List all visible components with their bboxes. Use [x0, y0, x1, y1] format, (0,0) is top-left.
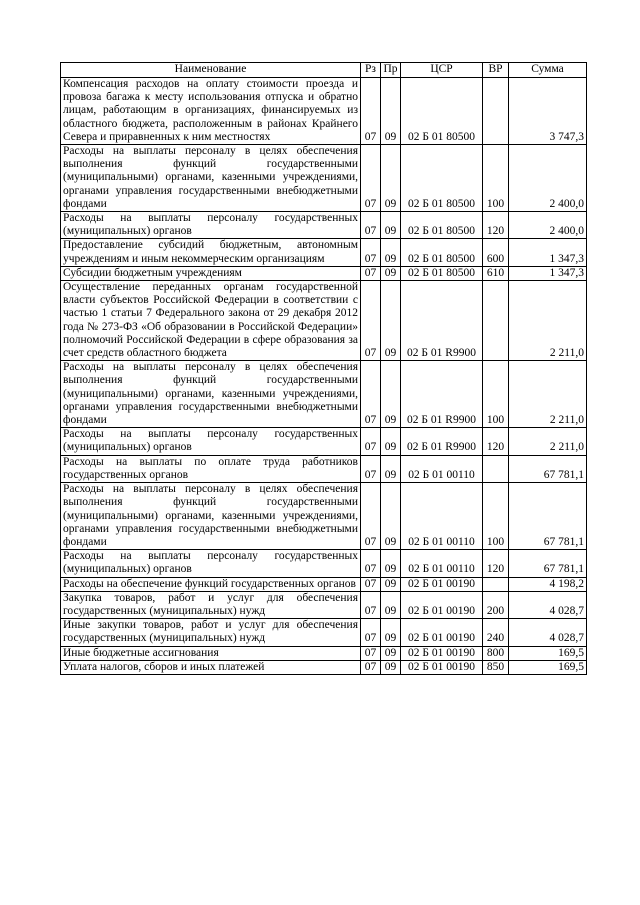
- row-rz: 07: [361, 281, 381, 361]
- row-sum: 4 028,7: [509, 591, 587, 618]
- table-row: [61, 619, 587, 646]
- table-row: [61, 455, 587, 482]
- row-sum: 169,5: [509, 660, 587, 674]
- row-rz: 07: [361, 646, 381, 660]
- table-row: [61, 428, 587, 455]
- row-csr: 02 Б 01 00110: [401, 455, 483, 482]
- row-csr: 02 Б 01 80500: [401, 266, 483, 280]
- row-vr: 100: [483, 145, 509, 212]
- table-row: [61, 239, 587, 266]
- row-rz: 07: [361, 660, 381, 674]
- row-sum: 67 781,1: [509, 550, 587, 577]
- row-csr: 02 Б 01 00190: [401, 591, 483, 618]
- row-rz: 07: [361, 145, 381, 212]
- row-csr: 02 Б 01 00190: [401, 577, 483, 591]
- row-vr: [483, 577, 509, 591]
- row-name: Предоставление субсидий бюджетным, автономным учреждениям и иным некоммерческим организациям: [61, 239, 361, 266]
- row-csr: 02 Б 01 00110: [401, 483, 483, 550]
- header-csr: ЦСР: [401, 63, 483, 78]
- table-row: [61, 591, 587, 618]
- row-vr: 600: [483, 239, 509, 266]
- row-name: Расходы на обеспечение функций государственных органов: [61, 577, 361, 591]
- row-sum: 67 781,1: [509, 483, 587, 550]
- row-rz: 07: [361, 212, 381, 239]
- header-pr: Пр: [381, 63, 401, 78]
- row-csr: 02 Б 01 80500: [401, 239, 483, 266]
- row-sum: 2 211,0: [509, 281, 587, 361]
- table-row: [61, 550, 587, 577]
- row-csr: 02 Б 01 80500: [401, 145, 483, 212]
- table-row: [61, 646, 587, 660]
- row-sum: 2 400,0: [509, 212, 587, 239]
- table-row: [61, 483, 587, 550]
- table-row: [61, 212, 587, 239]
- header-sum: Сумма: [509, 63, 587, 78]
- row-pr: 09: [381, 281, 401, 361]
- row-rz: 07: [361, 239, 381, 266]
- row-sum: 1 347,3: [509, 266, 587, 280]
- row-pr: 09: [381, 646, 401, 660]
- row-sum: 2 211,0: [509, 361, 587, 428]
- table-row: [61, 266, 587, 280]
- row-sum: 67 781,1: [509, 455, 587, 482]
- row-vr: 100: [483, 483, 509, 550]
- row-rz: 07: [361, 455, 381, 482]
- table-row: [61, 361, 587, 428]
- row-name: Расходы на выплаты персоналу государственных (муниципальных) органов: [61, 550, 361, 577]
- row-csr: 02 Б 01 00190: [401, 646, 483, 660]
- row-rz: 07: [361, 78, 381, 145]
- row-name: Расходы на выплаты персоналу в целях обеспечения выполнения функций государственными (муниципальными) органами, казенными учреждениями, органами управления государственными внебюджетными фондами: [61, 361, 361, 428]
- row-name: Расходы на выплаты персоналу государственных (муниципальных) органов: [61, 212, 361, 239]
- row-sum: 4 028,7: [509, 619, 587, 646]
- row-vr: [483, 78, 509, 145]
- row-vr: [483, 455, 509, 482]
- row-pr: 09: [381, 660, 401, 674]
- row-pr: 09: [381, 212, 401, 239]
- row-csr: 02 Б 01 80500: [401, 78, 483, 145]
- row-rz: 07: [361, 577, 381, 591]
- budget-table: [60, 62, 587, 675]
- row-pr: 09: [381, 239, 401, 266]
- table-row: [61, 145, 587, 212]
- row-rz: 07: [361, 428, 381, 455]
- row-csr: 02 Б 01 00110: [401, 550, 483, 577]
- row-rz: 07: [361, 550, 381, 577]
- header-rz: Рз: [361, 63, 381, 78]
- row-csr: 02 Б 01 R9900: [401, 361, 483, 428]
- row-vr: 120: [483, 550, 509, 577]
- row-pr: 09: [381, 619, 401, 646]
- row-sum: 2 400,0: [509, 145, 587, 212]
- row-pr: 09: [381, 266, 401, 280]
- header-name: Наименование: [61, 63, 361, 78]
- row-pr: 09: [381, 591, 401, 618]
- row-vr: 800: [483, 646, 509, 660]
- row-pr: 09: [381, 483, 401, 550]
- row-csr: 02 Б 01 00190: [401, 660, 483, 674]
- row-name: Расходы на выплаты по оплате труда работников государственных органов: [61, 455, 361, 482]
- row-pr: 09: [381, 577, 401, 591]
- row-pr: 09: [381, 145, 401, 212]
- row-name: Компенсация расходов на оплату стоимости проезда и провоза багажа к месту использования отпуска и обратно лицам, работающим в организациях, финансируемых из областного бюджета, расположенным в районах Крайнего Севера и приравненных к ним местностях: [61, 78, 361, 145]
- table-row: [61, 281, 587, 361]
- row-vr: 100: [483, 361, 509, 428]
- row-sum: 2 211,0: [509, 428, 587, 455]
- row-name: Иные закупки товаров, работ и услуг для обеспечения государственных (муниципальных) нужд: [61, 619, 361, 646]
- table-row: [61, 78, 587, 145]
- row-name: Расходы на выплаты персоналу в целях обеспечения выполнения функций государственными (муниципальными) органами, казенными учреждениями, органами управления государственными внебюджетными фондами: [61, 483, 361, 550]
- row-rz: 07: [361, 361, 381, 428]
- row-name: Субсидии бюджетным учреждениям: [61, 266, 361, 280]
- row-csr: 02 Б 01 80500: [401, 212, 483, 239]
- header-row: [61, 63, 587, 78]
- row-rz: 07: [361, 483, 381, 550]
- table-body: [61, 78, 587, 675]
- row-sum: 3 747,3: [509, 78, 587, 145]
- row-csr: 02 Б 01 R9900: [401, 281, 483, 361]
- row-vr: 850: [483, 660, 509, 674]
- row-vr: [483, 281, 509, 361]
- row-rz: 07: [361, 266, 381, 280]
- row-name: Закупка товаров, работ и услуг для обеспечения государственных (муниципальных) нужд: [61, 591, 361, 618]
- row-pr: 09: [381, 361, 401, 428]
- row-name: Иные бюджетные ассигнования: [61, 646, 361, 660]
- row-vr: 200: [483, 591, 509, 618]
- table-row: [61, 660, 587, 674]
- row-pr: 09: [381, 428, 401, 455]
- row-name: Уплата налогов, сборов и иных платежей: [61, 660, 361, 674]
- row-vr: 240: [483, 619, 509, 646]
- header-vr: ВР: [483, 63, 509, 78]
- row-pr: 09: [381, 550, 401, 577]
- row-name: Расходы на выплаты персоналу государственных (муниципальных) органов: [61, 428, 361, 455]
- table-header: [61, 63, 587, 78]
- row-pr: 09: [381, 78, 401, 145]
- row-vr: 120: [483, 428, 509, 455]
- row-vr: 610: [483, 266, 509, 280]
- row-name: Осуществление переданных органам государственной власти субъектов Российской Федерации в соответствии с частью 1 статьи 7 Федерального закона от 29 декабря 2012 года № 273-ФЗ «Об образовании в Российской Федерации» полномочий Российской Федерации в сфере образования за счет средств областного бюджета: [61, 281, 361, 361]
- table-row: [61, 577, 587, 591]
- row-vr: 120: [483, 212, 509, 239]
- row-rz: 07: [361, 591, 381, 618]
- row-name: Расходы на выплаты персоналу в целях обеспечения выполнения функций государственными (муниципальными) органами, казенными учреждениями, органами управления государственными внебюджетными фондами: [61, 145, 361, 212]
- row-csr: 02 Б 01 R9900: [401, 428, 483, 455]
- row-rz: 07: [361, 619, 381, 646]
- row-sum: 1 347,3: [509, 239, 587, 266]
- row-sum: 169,5: [509, 646, 587, 660]
- row-sum: 4 198,2: [509, 577, 587, 591]
- row-csr: 02 Б 01 00190: [401, 619, 483, 646]
- row-pr: 09: [381, 455, 401, 482]
